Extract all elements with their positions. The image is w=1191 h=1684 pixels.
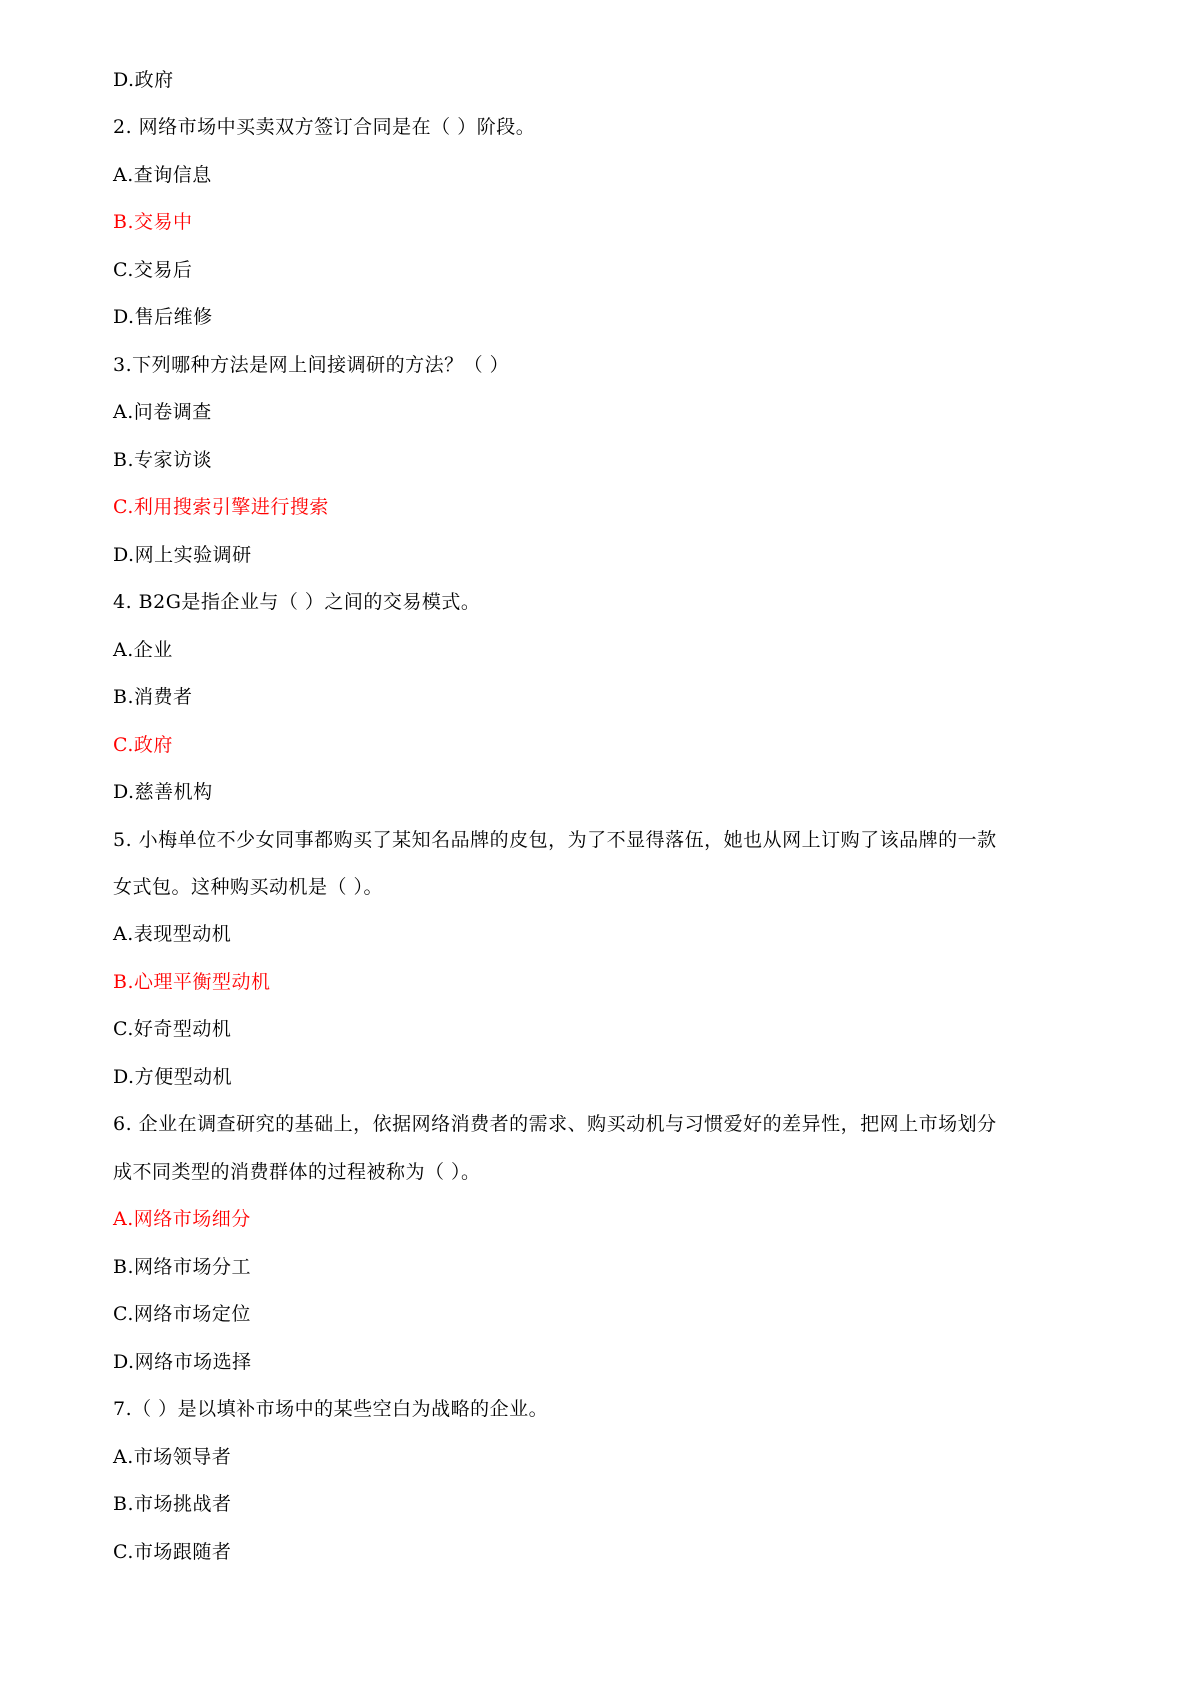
option-c-q6: C.网络市场定位 [113,1303,251,1325]
option-b-q4: B.消费者 [113,686,193,708]
option-c-q4-correct: C.政府 [113,734,173,756]
option-a-q7: A.市场领导者 [113,1446,232,1468]
option-d-q2: D.售后维修 [113,306,213,328]
question-7: 7.（ ）是以填补市场中的某些空白为战略的企业。 [113,1398,549,1420]
option-d-q1: D.政府 [113,69,174,91]
option-d-q3: D.网上实验调研 [113,544,252,566]
question-5-line-1: 5. 小梅单位不少女同事都购买了某知名品牌的皮包，为了不显得落伍，她也从网上订购了该品牌的一款 [113,829,997,851]
option-b-q3: B.专家访谈 [113,449,213,471]
question-5-line-2: 女式包。这种购买动机是（ ）。 [113,876,384,898]
option-b-q2-correct: B.交易中 [113,211,193,233]
option-b-q7: B.市场挑战者 [113,1493,232,1515]
option-d-q4: D.慈善机构 [113,781,213,803]
question-6-line-1: 6. 企业在调查研究的基础上，依据网络消费者的需求、购买动机与习惯爱好的差异性，把网上市场划分 [113,1113,997,1135]
option-d-q5: D.方便型动机 [113,1066,233,1088]
question-3: 3.下列哪种方法是网上间接调研的方法？（ ） [113,354,510,376]
option-c-q7: C.市场跟随者 [113,1541,232,1563]
option-b-q5-correct: B.心理平衡型动机 [113,971,271,993]
option-a-q4: A.企业 [113,639,173,661]
option-c-q2: C.交易后 [113,259,193,281]
option-a-q2: A.查询信息 [113,164,212,186]
option-a-q6-correct: A.网络市场细分 [113,1208,251,1230]
question-2: 2. 网络市场中买卖双方签订合同是在（ ）阶段。 [113,116,536,138]
option-c-q3-correct: C.利用搜索引擎进行搜索 [113,496,329,518]
option-b-q6: B.网络市场分工 [113,1256,252,1278]
option-d-q6: D.网络市场选择 [113,1351,252,1373]
option-a-q5: A.表现型动机 [113,923,232,945]
option-a-q3: A.问卷调查 [113,401,212,423]
question-4: 4. B2G是指企业与（ ）之间的交易模式。 [113,591,481,613]
question-6-line-2: 成不同类型的消费群体的过程被称为（ ）。 [113,1161,481,1183]
option-c-q5: C.好奇型动机 [113,1018,232,1040]
